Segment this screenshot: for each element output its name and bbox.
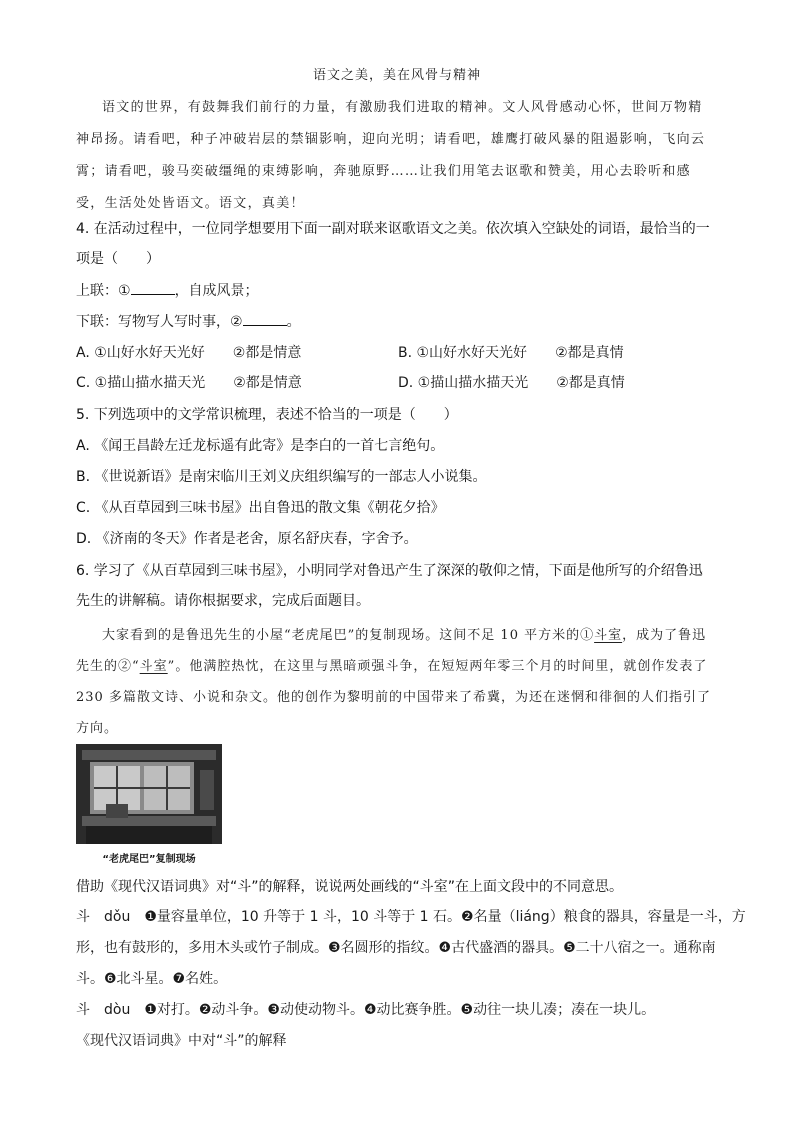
q5-stem: 5. 下列选项中的文学常识梳理，表述不恰当的一项是（ ） (76, 407, 458, 423)
q4-upper-prefix: 上联：① (76, 283, 131, 299)
q5-option-b[interactable]: B. 《世说新语》是南宋临川王刘义庆组织编写的一部志人小说集。 (76, 469, 487, 485)
q4-option-c[interactable]: C. ①描山描水描天光 ②都是情意 (76, 375, 302, 391)
q5-option-a[interactable]: A. 《闻王昌龄左迁龙标遥有此寄》是李白的一首七言绝句。 (76, 438, 445, 454)
scan-title: 语文之美，美在风骨与精神 (312, 68, 481, 83)
dou3-head: 斗 dǒu (76, 909, 131, 925)
q5-option-c[interactable]: C. 《从百草园到三味书屋》出自鲁迅的散文集《朝花夕拾》 (76, 500, 445, 516)
dict-entry-dou3-end: 斗。❻北斗星。❼名姓。 (76, 971, 228, 987)
dict-entry-dou4: 斗 dòu ❶对打。❷动斗争。❸动使动物斗。❹动比赛争胜。❺动往一块儿凑；凑在一块儿。 (76, 1002, 656, 1018)
q4-option-d[interactable]: D. ①描山描水描天光 ②都是真情 (398, 375, 625, 391)
q6-instruction: 借助《现代汉语词典》对“斗”的解释，说说两处画线的“斗室”在上面文段中的不同意思。 (76, 879, 624, 895)
q4-lower-couplet (76, 307, 301, 337)
q4-stem: 4. 在活动过程中，一位同学想要用下面一副对联来讴歌语文之美。依次填入空缺处的词语，最恰当的一项是（ ） (76, 221, 710, 267)
q6-passage: 大家看到的是鲁迅先生的小屋“老虎尾巴”的复制现场。这间不足 10 平方米的①斗室，成为了鲁迅先生的②“斗室”。他满腔热忱，在这里与黑暗顽强斗争，在短短两年零三个月的时间里，就创作发表了 230 多篇散文诗、小说和杂文。他的创作为黎明前的中国带来了希冀，为还在迷惘和徘徊的人们指引了方向。 (76, 628, 711, 736)
q4-option-b[interactable]: B. ①山好水好天光好 ②都是真情 (398, 345, 624, 361)
q4-blank-1 (131, 280, 175, 295)
q4-lower-prefix: 下联：写物写人写时事，② (76, 314, 243, 330)
q4-blank-2 (243, 311, 287, 326)
dict-caption: 《现代汉语词典》中对“斗”的解释 (76, 1033, 287, 1049)
underlined-doushi-2: 斗室 (139, 659, 168, 674)
photo-caption: “老虎尾巴”复制现场 (102, 854, 196, 865)
q4-upper-couplet (76, 276, 259, 306)
q6-stem: 6. 学习了《从百草园到三味书屋》，小明同学对鲁迅产生了深深的敬仰之情，下面是他所写的介绍鲁迅先生的讲解稿。请你根据要求，完成后面题目。 (76, 563, 703, 609)
dou4-head: 斗 dòu (76, 1002, 131, 1018)
q4-upper-suffix: ，自成风景； (174, 283, 259, 299)
room-photo-illustration (76, 744, 222, 844)
dict-entry-dou3: 斗 dǒu ❶量容量单位，10 升等于 1 斗，10 斗等于 1 石。❷名量（liáng）粮食的器具，容量是一斗，方 (76, 909, 746, 925)
dict-entry-dou3-cont: 形，也有鼓形的，多用木头或竹子制成。❸名圆形的指纹。❹古代盛酒的器具。❺二十八宿之一。通称南 (76, 940, 716, 956)
tiger-tail-room-photo (76, 744, 222, 844)
q5-option-d[interactable]: D. 《济南的冬天》作者是老舍，原名舒庆春，字舍予。 (76, 531, 418, 547)
q4-lower-suffix: 。 (286, 314, 301, 330)
q4-option-a[interactable]: A. ①山好水好天光好 ②都是情意 (76, 345, 302, 361)
scan-paragraph: 语文的世界，有鼓舞我们前行的力量，有激励我们进取的精神。文人风骨感动心怀，世间万物精神昂扬。请看吧，种子冲破岩层的禁锢影响，迎向光明；请看吧，雄鹰打破风暴的阻遏影响，飞向云霄；请看吧，骏马奕破缰绳的束缚影响，奔驰原野……让我们用笔去讴歌和赞美，用心去聆听和感受，生活处处皆语文。语文，真美！ (76, 100, 706, 211)
underlined-doushi-1: 斗室 (594, 628, 623, 643)
